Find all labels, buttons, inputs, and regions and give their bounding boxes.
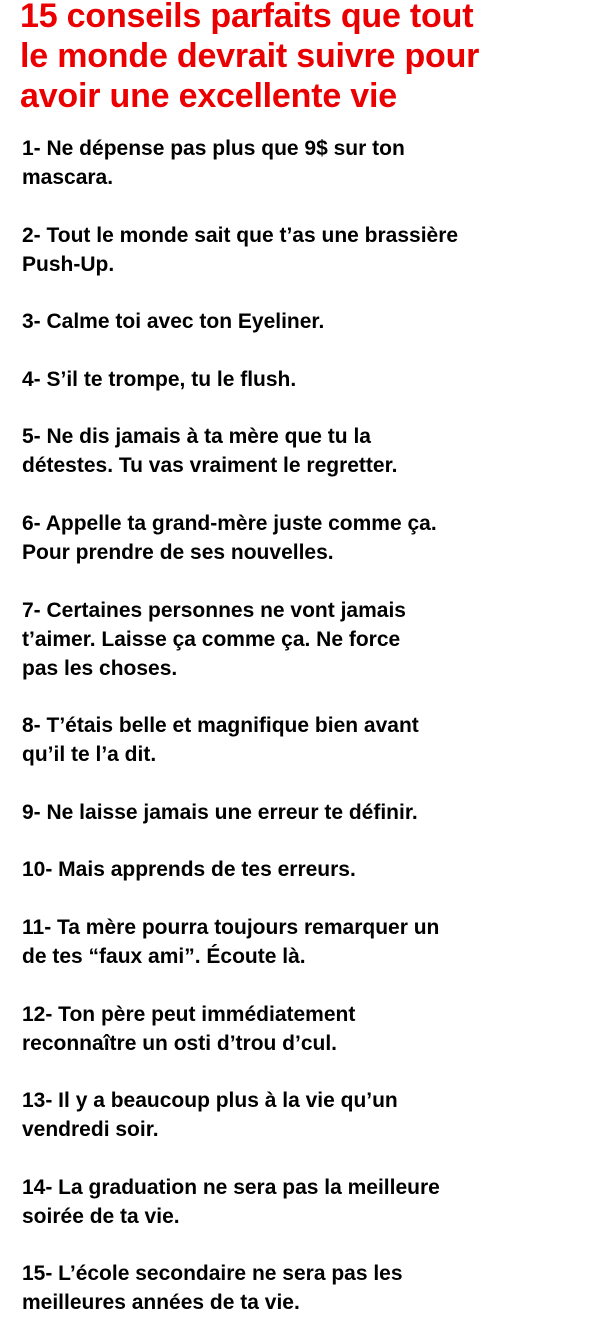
tip-item-6: 6- Appelle ta grand-mère juste comme ça. Pour prendre de ses nouvelles. <box>22 511 437 564</box>
tip-item-9: 9- Ne laisse jamais une erreur te définir. <box>22 800 418 824</box>
tip-item-11: 11- Ta mère pourra toujours remarquer un de tes “faux ami”. Écoute là. <box>22 915 440 968</box>
page-title: 15 conseils parfaits que tout le monde devrait suivre pour avoir une excellente vie <box>20 0 480 115</box>
tip-item-13: 13- Il y a beaucoup plus à la vie qu’un vendredi soir. <box>22 1089 398 1142</box>
tip-item-12: 12- Ton père peut immédiatement reconnaître un osti d’trou d’cul. <box>22 1002 356 1055</box>
tip-item-8: 8- T’étais belle et magnifique bien avant qu’il te l’a dit. <box>22 714 419 767</box>
tip-item-10: 10- Mais apprends de tes erreurs. <box>22 858 356 882</box>
tip-item-7: 7- Certaines personnes ne vont jamais t’aimer. Laisse ça comme ça. Ne force pas les choses. <box>22 598 406 680</box>
tip-item-14: 14- La graduation ne sera pas la meilleure soirée de ta vie. <box>22 1175 440 1228</box>
tips-list <box>22 134 594 1317</box>
tip-item-15: 15- L’école secondaire ne sera pas les meilleures années de ta vie. <box>22 1262 403 1315</box>
tip-item-4: 4- S’il te trompe, tu le flush. <box>22 367 297 391</box>
tip-item-3: 3- Calme toi avec ton Eyeliner. <box>22 310 325 334</box>
tip-item-2: 2- Tout le monde sait que t’as une brassière Push-Up. <box>22 223 459 276</box>
tip-item-5: 5- Ne dis jamais à ta mère que tu la détestes. Tu vas vraiment le regretter. <box>22 425 398 478</box>
tip-item-1: 1- Ne dépense pas plus que 9$ sur ton mascara. <box>22 137 405 189</box>
